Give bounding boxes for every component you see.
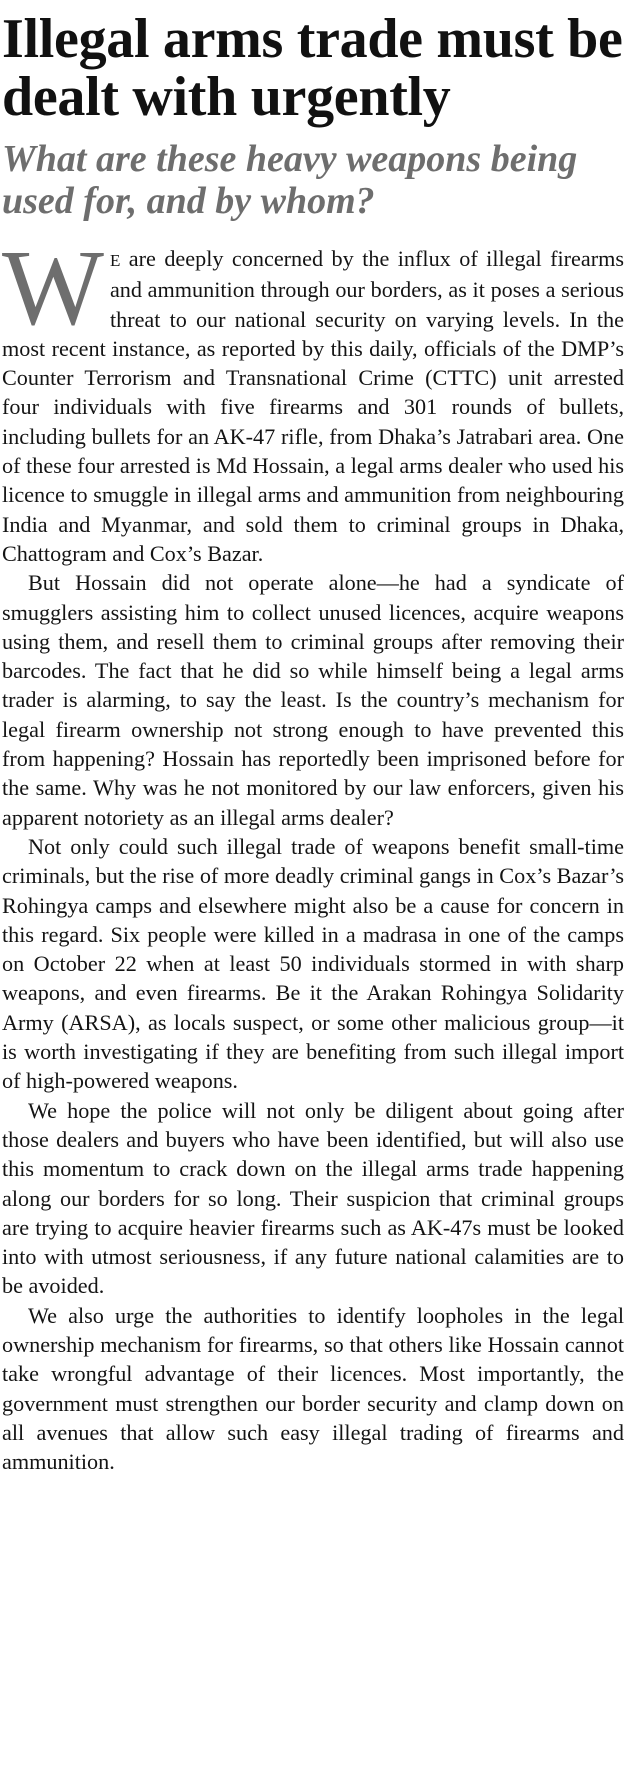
paragraph-3: Not only could such illegal trade of weapons benefit small-time criminals, but the rise of more deadly criminal gangs in Cox’s Bazar’s Rohingya camps and elsewhere might also be a cause for concern in this regard. Six people were killed in a madrasa in one of the camps on October 22 when at least 50 individuals stormed in with sharp weapons, and even firearms. Be it the Arakan Rohingya Solidarity Army (ARSA), as locals suspect, or some other malicious group—it is worth investigating if they are benefiting from such illegal import of high-powered weapons. <box>2 833 624 1094</box>
article-body <box>2 229 624 1476</box>
paragraph-2: But Hossain did not operate alone—he had a syndicate of smugglers assisting him to collect unused licences, acquire weapons using them, and resell them to criminal groups after removing their barcodes. The fact that he did so while himself being a legal arms trader is alarming, to say the least. Is the country’s mechanism for legal firearm ownership not strong enough to have prevented this from happening? Hossain has reportedly been imprisoned before for the same. Why was he not monitored by our law enforcers, given his apparent notoriety as an illegal arms dealer? <box>2 570 624 830</box>
paragraph-1 <box>2 229 624 568</box>
headline: Illegal arms trade must be dealt with urgently <box>2 8 623 128</box>
paragraph-4: We hope the police will not only be diligent about going after those dealers and buyers who have been identified, but will also use this momentum to crack down on the illegal arms trade happening along our borders for so long. Their suspicion that criminal groups are trying to acquire heavier firearms such as AK-47s must be looked into with utmost seriousness, if any future national calamities are to be avoided. <box>2 1097 624 1299</box>
paragraph-1-text: are deeply concerned by the influx of illegal firearms and ammunition through our borders, as it poses a serious threat to our national security on varying levels. In the most recent instance, as reported by this daily, officials of the DMP’s Counter Terrorism and Transnational Crime (CTTC) unit arrested four individuals with five firearms and 301 rounds of bullets, including bullets for an AK-47 rifle, from Dhaka’s Jatrabari area. One of these four arrested is Md Hossain, a legal arms dealer who used his licence to smuggle in illegal arms and ammunition from neighbouring India and Myanmar, and sold them to criminal groups in Dhaka, Chattogram and Cox’s Bazar. <box>2 246 624 566</box>
subheading: What are these heavy weapons being used for, and by whom? <box>2 138 578 222</box>
paragraph-5: We also urge the authorities to identify loopholes in the legal ownership mechanism for firearms, so that others like Hossain cannot take wrongful advantage of their licences. Most importantly, the government must strengthen our border security and clamp down on all avenues that allow such easy illegal trading of firearms and ammunition. <box>2 1302 624 1475</box>
editorial-article <box>2 0 624 1476</box>
lead-small-cap: E <box>109 251 121 270</box>
drop-cap: W <box>2 229 104 348</box>
